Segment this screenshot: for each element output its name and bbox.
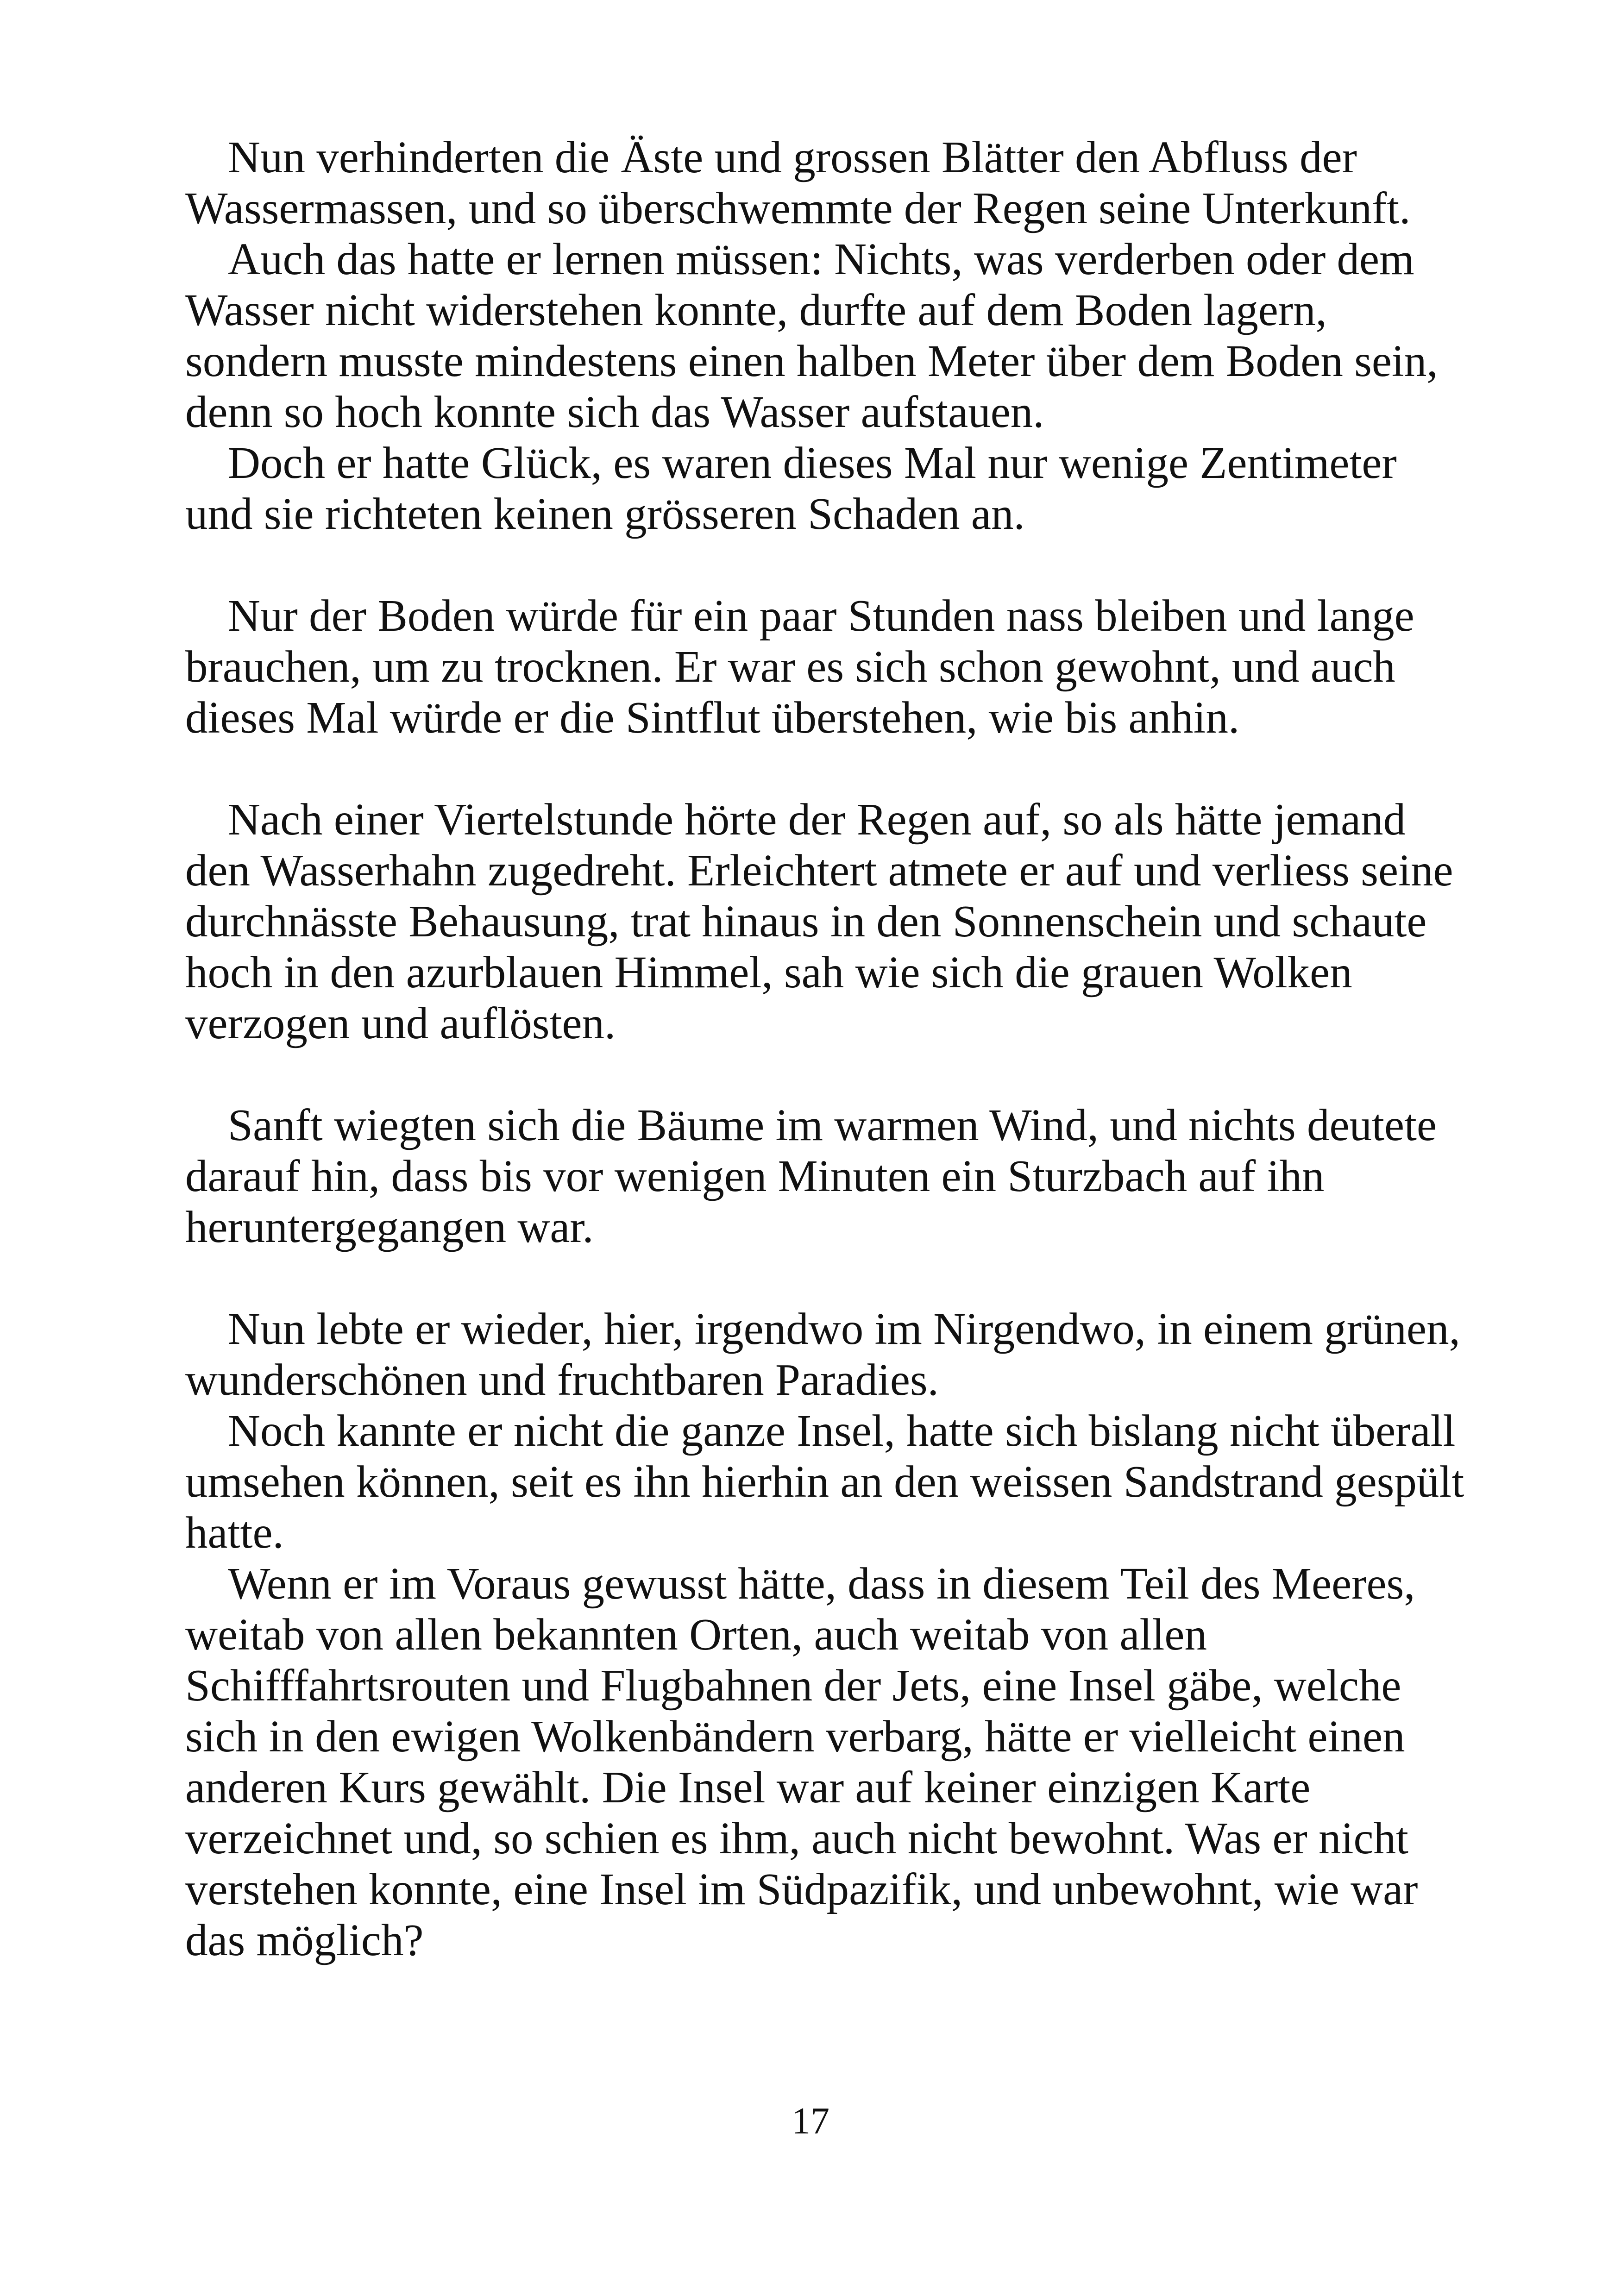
paragraph: Auch das hatte er lernen müssen: Nichts, was verderben oder dem Wasser nicht widerstehen konnte, durfte auf dem Boden lagern, sondern musste mindestens einen halben Meter über dem Boden sein, denn so hoch konnte sich das Wasser aufstauen. (185, 234, 1438, 437)
page-number: 17 (792, 2100, 829, 2142)
paragraph: Sanft wiegten sich die Bäume im warmen Wind, und nichts deutete darauf hin, dass bis vor wenigen Minuten ein Sturzbach auf ihn heruntergegangen war. (185, 1100, 1437, 1252)
body-text (185, 132, 1473, 1966)
paragraph: Noch kannte er nicht die ganze Insel, hatte sich bislang nicht überall umsehen können, seit es ihn hierhin an den weissen Sandstrand gespült hatte. (185, 1406, 1464, 1557)
paragraph: Nur der Boden würde für ein paar Stunden nass bleiben und lange brauchen, um zu trocknen. Er war es sich schon gewohnt, und auch dieses Mal würde er die Sintflut überstehen, wie bis anhin. (185, 591, 1414, 742)
paragraph: Nach einer Viertelstunde hörte der Regen auf, so als hätte jemand den Wasserhahn zugedreht. Erleichtert atmete er auf und verliess seine durchnässte Behausung, trat hinaus in den Sonnenschein und schaute hoch in den azurblauen Himmel, sah wie sich die grauen Wolken verzogen und auflösten. (185, 795, 1453, 1048)
paragraph: Doch er hatte Glück, es waren dieses Mal nur wenige Zentimeter und sie richteten keinen grösseren Schaden an. (185, 438, 1397, 539)
paragraph: Wenn er im Voraus gewusst hätte, dass in diesem Teil des Meeres, weitab von allen bekannten Orten, auch weitab von allen Schifffahrtsrouten und Flugbahnen der Jets, eine Insel gäbe, welche sich in den ewigen Wolkenbändern verbarg, hätte er vielleicht einen anderen Kurs gewählt. Die Insel war auf keiner einzigen Karte verzeichnet und, so schien es ihm, auch nicht bewohnt. Was er nicht verstehen konnte, eine Insel im Südpazifik, und unbewohnt, wie war das möglich? (185, 1559, 1418, 1965)
paragraph: Nun lebte er wieder, hier, irgendwo im Nirgendwo, in einem grünen, wunderschönen und fruchtbaren Paradies. (185, 1304, 1460, 1405)
paragraph: Nun verhinderten die Äste und grossen Blätter den Abfluss der Wassermassen, und so überschwemmte der Regen seine Unterkunft. (185, 132, 1411, 233)
